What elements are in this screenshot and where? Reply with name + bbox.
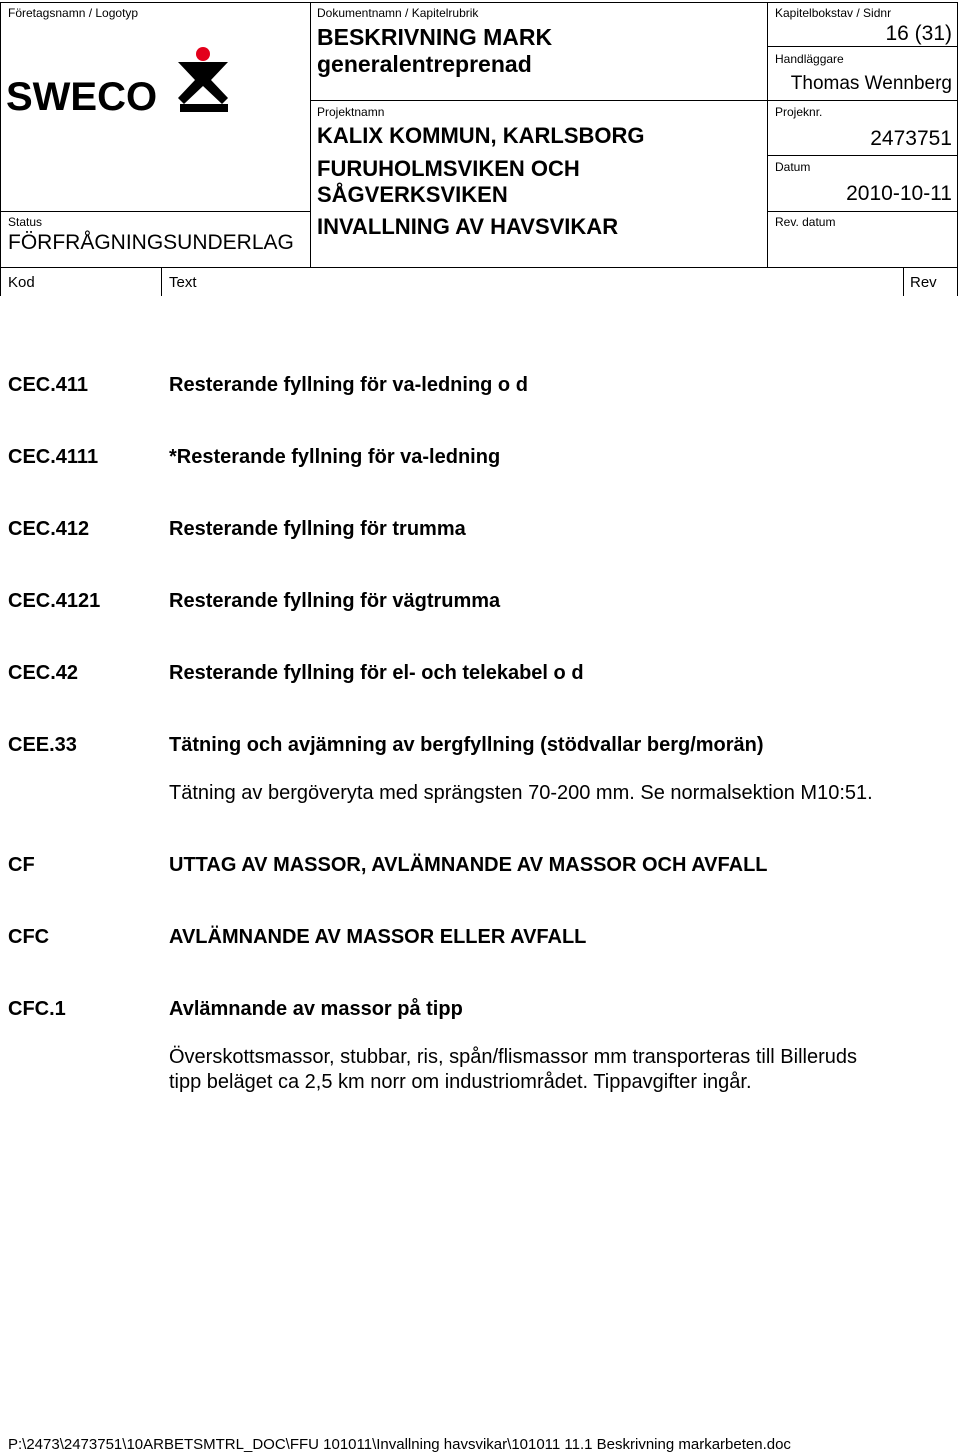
column-header-kod: Kod (8, 274, 35, 291)
project-name-line-1: KALIX KOMMUN, KARLSBORG (317, 123, 645, 148)
header-row-line-5 (767, 211, 958, 212)
footer-file-path: P:\2473\2473751\10ARBETSMTRL_DOC\FFU 101011\Invallning havsvikar\101011 11.1 Beskrivning markarbeten.doc (8, 1436, 791, 1453)
header-bottom-border (0, 267, 958, 268)
entry-description: Tätning av bergöveryta med sprängsten 70-200 mm. Se normalsektion M10:51. (169, 782, 873, 804)
page-number: 16 (31) (885, 22, 952, 45)
entry-title: Resterande fyllning för vägtrumma (169, 590, 501, 612)
entry-code: CF (8, 854, 35, 876)
entry-code: CEC.411 (8, 374, 89, 396)
handler-label: Handläggare (775, 52, 844, 66)
entry-description-line-2: tipp beläget ca 2,5 km norr om industriområdet. Tippavgifter ingår. (169, 1071, 752, 1093)
entry-title: UTTAG AV MASSOR, AVLÄMNANDE AV MASSOR OCH AVFALL (169, 854, 768, 876)
project-label: Projektnamn (317, 105, 385, 119)
document-title-line-1: BESKRIVNING MARK (317, 24, 553, 50)
entry-code: CEC.4111 (8, 446, 99, 468)
entry-code: CEE.33 (8, 734, 77, 756)
entry-title: Resterande fyllning för el- och telekabel o d (169, 662, 584, 684)
logo-dot (196, 47, 210, 61)
entry-title: *Resterande fyllning för va-ledning (169, 446, 501, 468)
project-name-line-3: SÅGVERKSVIKEN (317, 182, 508, 207)
entry-title: Resterande fyllning för va-ledning o d (169, 374, 528, 396)
entry-title: Avlämnande av massor på tipp (169, 998, 463, 1020)
project-number: 2473751 (870, 127, 952, 150)
entry-code: CEC.4121 (8, 590, 101, 612)
entry-code: CFC (8, 926, 50, 948)
project-name-line-4: INVALLNING AV HAVSVIKAR (317, 214, 619, 239)
column-divider-kod (161, 267, 162, 296)
header-row-line-3 (767, 155, 958, 156)
entry-code: CEC.42 (8, 662, 79, 684)
date-label: Datum (775, 160, 811, 174)
logo-cross (178, 62, 228, 104)
company-label: Företagsnamn / Logotyp (8, 6, 139, 20)
document-label: Dokumentnamn / Kapitelrubrik (317, 6, 479, 20)
column-header-text: Text (169, 274, 197, 291)
entry-title: Resterande fyllning för trumma (169, 518, 466, 540)
sweco-logo-mark (6, 42, 236, 118)
header-divider-2 (767, 2, 768, 267)
sweco-logo (6, 42, 236, 118)
entry-description-line-1: Överskottsmassor, stubbar, ris, spån/flismassor mm transporteras till Billeruds (169, 1046, 857, 1068)
entry-title: Tätning och avjämning av bergfyllning (stödvallar berg/morän) (169, 734, 764, 756)
entry-title: AVLÄMNANDE AV MASSOR ELLER AVFALL (169, 926, 587, 948)
document-title-line-2: generalentreprenad (317, 51, 532, 77)
date-value: 2010-10-11 (846, 182, 952, 205)
header-row-line-4 (0, 211, 311, 212)
handler-name: Thomas Wennberg (790, 73, 952, 94)
header-divider-1 (310, 2, 311, 267)
status-label: Status (8, 215, 43, 229)
logo-base (180, 104, 228, 112)
sweco-logo-text: SWECO (6, 75, 158, 118)
status-value: FÖRFRÅGNINGSUNDERLAG (8, 231, 294, 254)
header-top-border (0, 2, 958, 3)
entry-code: CFC.1 (8, 998, 66, 1020)
column-divider-rev (903, 267, 904, 296)
header-row-line-2 (310, 100, 958, 101)
project-number-label: Projeknr. (775, 105, 823, 119)
rev-date-label: Rev. datum (775, 215, 836, 229)
project-name-line-2: FURUHOLMSVIKEN OCH (317, 156, 580, 181)
column-header-rev: Rev (910, 274, 937, 291)
header-left-border (0, 2, 1, 296)
chapter-label: Kapitelbokstav / Sidnr (775, 6, 892, 20)
entry-code: CEC.412 (8, 518, 90, 540)
